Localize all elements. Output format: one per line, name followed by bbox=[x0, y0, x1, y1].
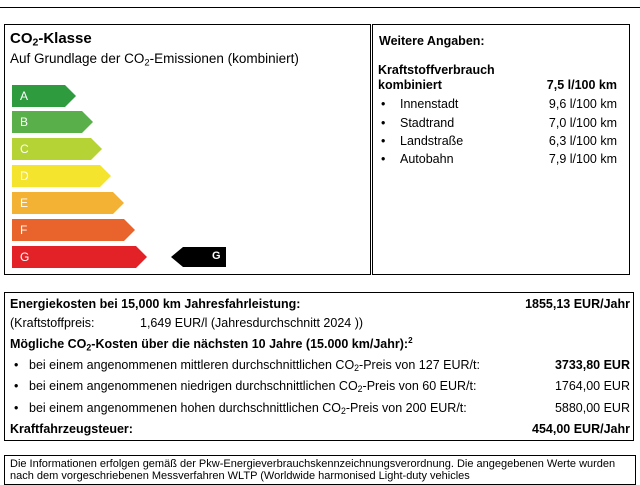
verbrauch-row-label: Landstraße bbox=[400, 134, 464, 148]
co2-class-bar-g bbox=[12, 246, 147, 268]
energiekosten-row bbox=[10, 297, 630, 315]
co2-class-bar-a bbox=[12, 85, 76, 107]
verbrauch-label: Kraftstoffverbrauch kombiniert bbox=[378, 63, 495, 92]
kraftstoffpreis-row bbox=[10, 316, 630, 334]
verbrauch-row-value: 7,9 l/100 km bbox=[548, 152, 617, 166]
co2-class-bar-label: E bbox=[20, 196, 29, 210]
co2-class-bar-f bbox=[12, 219, 135, 241]
co2-class-bar-label: G bbox=[20, 250, 30, 264]
co2-scenario-row bbox=[10, 379, 630, 397]
bullet-icon: • bbox=[381, 134, 386, 148]
co2-class-bar-e bbox=[12, 192, 124, 214]
co2-class-bar-label: B bbox=[20, 115, 29, 129]
verbrauch-row bbox=[379, 134, 617, 152]
co2-class-bar-b bbox=[12, 111, 93, 133]
weitere-angaben-title: Weitere Angaben: bbox=[379, 34, 485, 48]
steuer-row bbox=[10, 422, 630, 440]
bullet-icon: • bbox=[381, 116, 386, 130]
co2-class-subtitle: Auf Grundlage der $CO_2$-Emissionen (kombiniert) bbox=[10, 51, 299, 69]
co2-class-title: $CO_2$-Klasse bbox=[10, 30, 92, 49]
verbrauch-row bbox=[379, 152, 617, 170]
kraftstoffpreis-value: 1,649 EUR/l (Jahresdurchschnitt 2024 )) bbox=[140, 316, 364, 330]
selected-class-label: G bbox=[212, 250, 221, 262]
verbrauch-value: 7,5 l/100 km bbox=[546, 78, 617, 92]
co2-class-bar-label: C bbox=[20, 142, 29, 156]
bullet-icon: • bbox=[14, 358, 19, 372]
co2-class-bar-label: D bbox=[20, 169, 29, 183]
co2-class-bar-label: A bbox=[20, 89, 29, 103]
steuer-label: Kraftfahrzeugsteuer: bbox=[10, 422, 133, 436]
energiekosten-value: 1855,13 EUR/Jahr bbox=[525, 297, 630, 311]
bullet-icon: • bbox=[14, 379, 19, 393]
co2-scenario-label: bei einem angenommenen mittleren durchschnittlichen $CO_2$-Preis von 127 EUR/t: bbox=[29, 358, 480, 374]
co2-scenario-value: 3733,80 EUR bbox=[554, 358, 630, 372]
co2-class-bar-c bbox=[12, 138, 102, 160]
verbrauch-row-value: 9,6 l/100 km bbox=[548, 97, 617, 111]
verbrauch-row-value: 6,3 l/100 km bbox=[548, 134, 617, 148]
verbrauch-row bbox=[379, 97, 617, 115]
kraftstoffpreis-label: (Kraftstoffpreis: bbox=[10, 316, 95, 330]
co2-kosten-heading: Mögliche $CO_2$-Kosten über die nächsten 10 Jahre (15.000 km/Jahr):$^2$ bbox=[10, 336, 413, 353]
co2-scenario-row bbox=[10, 358, 630, 376]
top-border bbox=[0, 0, 640, 8]
verbrauch-row-label: Autobahn bbox=[400, 152, 454, 166]
co2-scenario-value: 1764,00 EUR bbox=[554, 379, 630, 393]
verbrauch-row-value: 7,0 l/100 km bbox=[548, 116, 617, 130]
co2-class-bar-d bbox=[12, 165, 111, 187]
co2-class-bar-label: F bbox=[20, 223, 28, 237]
bullet-icon: • bbox=[14, 401, 19, 415]
steuer-value: 454,00 EUR/Jahr bbox=[532, 422, 630, 436]
verbrauch-row-label: Stadtrand bbox=[400, 116, 455, 130]
co2-scenario-label: bei einem angenommenen niedrigen durchschnittlichen $CO_2$-Preis von 60 EUR/t: bbox=[29, 379, 477, 395]
bullet-icon: • bbox=[381, 152, 386, 166]
co2-scenario-label: bei einem angenommenen hohen durchschnittlichen $CO_2$-Preis von 200 EUR/t: bbox=[29, 401, 467, 417]
energiekosten-label: Energiekosten bei 15,000 km Jahresfahrleistung: bbox=[10, 297, 301, 311]
verbrauch-row-label: Innenstadt bbox=[400, 97, 459, 111]
bullet-icon: • bbox=[381, 97, 386, 111]
verbrauch-row bbox=[379, 116, 617, 134]
co2-scenario-value: 5880,00 EUR bbox=[554, 401, 630, 415]
co2-scenario-row bbox=[10, 401, 630, 419]
legal-note: Die Informationen erfolgen gemäß der Pkw-Energieverbrauchskennzeichnungsverordnung. Die angegebenen Werte wurden nach dem vorgeschriebenen Messverfahren WLTP (Worldwide harmonised Light-duty vehicles bbox=[10, 458, 616, 482]
